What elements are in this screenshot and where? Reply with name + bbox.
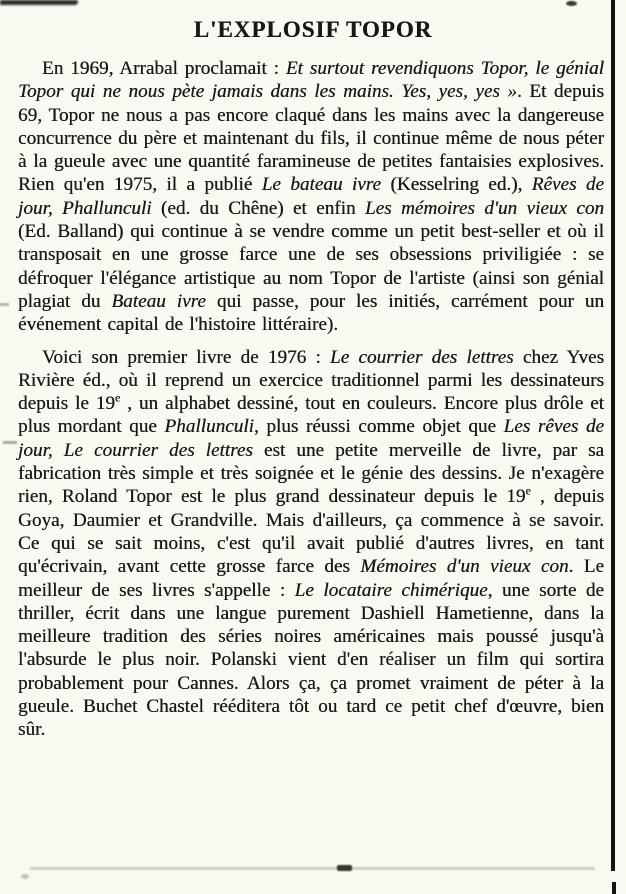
page-right-border-bottom bbox=[612, 882, 616, 894]
article-body bbox=[18, 57, 604, 751]
scan-dash-left-upper bbox=[0, 303, 9, 306]
scan-smudge-bottom bbox=[30, 867, 595, 870]
scan-speck-bottom-left bbox=[21, 874, 29, 879]
scan-speck-bottom-center bbox=[337, 865, 352, 871]
article-title: L'EXPLOSIF TOPOR bbox=[193, 17, 433, 42]
paragraph-2: Voici son premier livre de 1976 : Le courrier des lettres chez Yves Rivière éd., où il reprend un exercice traditionnel parmi les dessinateurs depuis le 19e , un alphabet dessiné, tout en couleurs. Encore plus drôle et plus mordant que Phallunculi, plus réussi comme objet que Les rêves de jour, Le courrier des lettres est une petite merveille de livre, par sa fabrication très simple et très soignée et le génie des dessins. Je n'exagère rien, Roland Topor est le plus grand dessinateur depuis le 19e , depuis Goya, Daumier et Grandville. Mais d'ailleurs, ça commence à se savoir. Ce qui se sait moins, c'est qu'il avait publié d'autres livres, en tant qu'écrivain, avant cette grosse farce des Mémoires d'un vieux con. Le meilleur de ses livres s'appelle : Le locataire chimérique, une sorte de thriller, écrit dans une langue purement Dashiell Hametienne, dans la meilleure tradition des séries noires américaines mais poussé jusqu'à l'absurde le plus noir. Polanski vient d'en réaliser un film qui sortira probablement pour Cannes. Alors ça, ça promet vraiment de péter à la gueule. Buchet Chastel rééditera tôt ou tard ce petit chef d'œuvre, bien sûr. bbox=[18, 346, 605, 741]
paragraph-1: En 1969, Arrabal proclamait : Et surtout revendiquons Topor, le génial Topor qui ne nous pète jamais dans les mains. Yes, yes, yes ». Et depuis 69, Topor ne nous a pas encore claqué dans les mains avec la dangereuse concurrence du père et maintenant du fils, il continue même de nous péter à la gueule avec une quantité faramineuse de petites fantaisies explosives. Rien qu'en 1975, il a publié Le bateau ivre (Kesselring ed.), Rêves de jour, Phallunculi (ed. du Chêne) et enfin Les mémoires d'un vieux con (Ed. Balland) qui continue à se vendre comme un petit best-seller et où il transposait en une grosse farce une de ses obsessions priviligiée : se défroquer l'élégance artistique au nom Topor de l'artiste (ainsi son génial plagiat du Bateau ivre qui passe, pour les initiés, carrément pour un événement capital de l'histoire littéraire). bbox=[18, 58, 605, 336]
page-right-border bbox=[611, 0, 615, 871]
scan-dash-left-lower bbox=[3, 441, 17, 444]
